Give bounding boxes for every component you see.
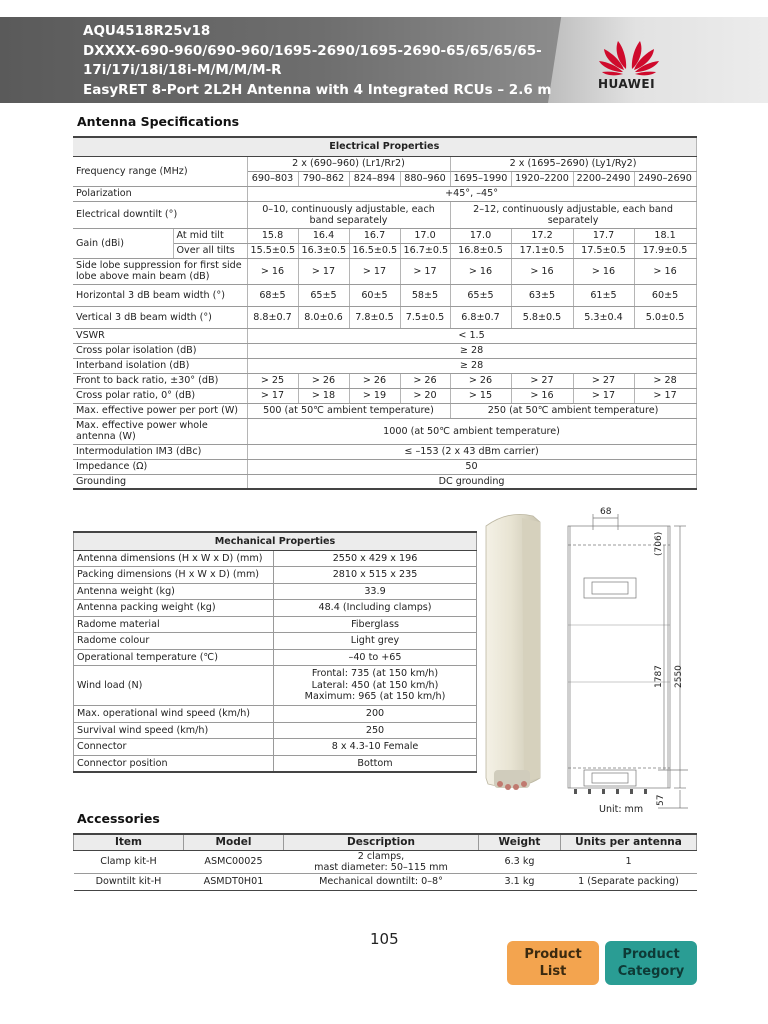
product-code-line1: DXXXX-690-960/690-960/1695-2690/1695-2690-65/65/65/65- [83,42,542,59]
mech-label: Antenna packing weight (kg) [74,600,274,617]
sidelobe-cell: > 16 [573,258,634,284]
table-row [74,873,697,890]
acc-item: Downtilt kit-H [74,873,184,890]
acc-model: ASMDT0H01 [184,873,284,890]
im3-value: ≤ –153 (2 x 43 dBm carrier) [247,444,696,459]
max-power-port-high: 250 (at 50℃ ambient temperature) [450,403,696,418]
mech-label: Radome material [74,616,274,633]
electrical-properties-header: Electrical Properties [73,137,696,156]
col-model: Model [184,834,284,850]
ftb-cell: > 27 [511,373,573,388]
product-category-label-2: Category [617,964,685,979]
xpol-value: ≥ 28 [247,343,696,358]
vbw-label: Vertical 3 dB beam width (°) [73,306,247,328]
mech-label: Operational temperature (℃) [74,649,274,666]
accessories-table [73,833,697,891]
cpr-cell: > 19 [349,388,400,403]
wind-frontal: Frontal: 735 (at 150 km/h) [311,668,439,680]
product-list-label-2: List [539,964,567,979]
band-cell: 824–894 [349,171,400,186]
downtilt-label: Electrical downtilt (°) [73,201,247,228]
mech-label: Survival wind speed (km/h) [74,722,274,739]
vswr-label: VSWR [73,328,247,343]
col-weight: Weight [479,834,561,850]
mech-value: Fiberglass [274,616,477,633]
gain-all-cell: 15.5±0.5 [247,243,298,258]
gain-mid-cell: 17.0 [450,228,511,243]
product-category-label-1: Product [622,947,680,962]
acc-weight: 3.1 kg [479,873,561,890]
mechanical-properties-header: Mechanical Properties [74,532,477,550]
vswr-value: < 1.5 [247,328,696,343]
wind-maximum: Maximum: 965 (at 150 km/h) [304,691,446,703]
downtilt-high-value: 2–12, continuously adjustable, each band separately [450,201,696,228]
band-cell: 2490–2690 [634,171,696,186]
wind-load-label: Wind load (N) [74,666,274,706]
gain-mid-cell: 17.2 [511,228,573,243]
band-cell: 690–803 [247,171,298,186]
antenna-product-image [478,508,548,798]
sidelobe-label: Side lobe suppression for first side lobe above main beam (dB) [73,258,247,284]
gain-mid-cell: 17.0 [400,228,450,243]
mech-value: 250 [274,722,477,739]
gain-all-cell: 16.5±0.5 [349,243,400,258]
sidelobe-cell: > 16 [450,258,511,284]
ftb-label: Front to back ratio, ±30° (dB) [73,373,247,388]
acc-model: ASMC00025 [184,850,284,873]
acc-desc-line: mast diameter: 50–115 mm [314,861,448,873]
unit-label: Unit: mm [599,804,644,815]
cpr-cell: > 17 [634,388,696,403]
cpr-cell: > 15 [450,388,511,403]
dim-1787: 1787 [654,665,664,688]
vbw-cell: 8.0±0.6 [298,306,349,328]
impedance-label: Impedance (Ω) [73,459,247,474]
hbw-cell: 58±5 [400,284,450,306]
wind-lateral: Lateral: 450 (at 150 km/h) [311,679,439,691]
gain-all-cell: 17.5±0.5 [573,243,634,258]
ftb-cell: > 26 [400,373,450,388]
xpol-label: Cross polar isolation (dB) [73,343,247,358]
table-row [74,850,697,873]
band-cell: 2200–2490 [573,171,634,186]
electrical-properties-table [73,136,697,490]
vbw-cell: 6.8±0.7 [450,306,511,328]
col-item: Item [74,834,184,850]
band-cell: 790–862 [298,171,349,186]
band-cell: 1920–2200 [511,171,573,186]
band-cell: 880–960 [400,171,450,186]
cpr-cell: > 17 [247,388,298,403]
hbw-label: Horizontal 3 dB beam width (°) [73,284,247,306]
acc-desc-line: 2 clamps, [357,850,405,862]
gain-mid-cell: 16.4 [298,228,349,243]
dim-57: 57 [656,794,666,806]
sidelobe-cell: > 17 [349,258,400,284]
low-band-group: 2 x (690–960) (Lr1/Rr2) [247,156,450,171]
hbw-cell: 60±5 [349,284,400,306]
mech-value: 48.4 (Including clamps) [274,600,477,617]
hbw-cell: 65±5 [450,284,511,306]
gain-label: Gain (dBi) [73,228,173,258]
mech-label: Antenna weight (kg) [74,583,274,600]
antenna-specs-title: Antenna Specifications [77,114,240,129]
grounding-label: Grounding [73,474,247,489]
mech-value: 2810 x 515 x 235 [274,567,477,584]
max-power-whole-value: 1000 (at 50℃ ambient temperature) [247,418,696,444]
frequency-label: Frequency range (MHz) [73,156,247,186]
gain-all-label: Over all tilts [173,243,247,258]
mech-label: Max. operational wind speed (km/h) [74,706,274,723]
polarization-value: +45°, –45° [247,186,696,201]
high-band-group: 2 x (1695–2690) (Ly1/Ry2) [450,156,696,171]
interband-label: Interband isolation (dB) [73,358,247,373]
gain-mid-cell: 16.7 [349,228,400,243]
mech-value: 200 [274,706,477,723]
cpr-cell: > 20 [400,388,450,403]
cpr-cell: > 16 [511,388,573,403]
mech-label: Connector position [74,755,274,772]
interband-value: ≥ 28 [247,358,696,373]
mech-value: Bottom [274,755,477,772]
max-power-port-label: Max. effective power per port (W) [73,403,247,418]
acc-description [284,850,479,873]
vbw-cell: 7.8±0.5 [349,306,400,328]
acc-weight: 6.3 kg [479,850,561,873]
cpr-cell: > 18 [298,388,349,403]
sidelobe-cell: > 16 [634,258,696,284]
sidelobe-cell: > 16 [511,258,573,284]
mech-value: 33.9 [274,583,477,600]
acc-units: 1 (Separate packing) [561,873,697,890]
ftb-cell: > 25 [247,373,298,388]
product-list-label-1: Product [524,947,582,962]
mech-label: Connector [74,739,274,756]
hbw-cell: 61±5 [573,284,634,306]
polarization-label: Polarization [73,186,247,201]
sidelobe-cell: > 17 [400,258,450,284]
hbw-cell: 68±5 [247,284,298,306]
band-cell: 1695–1990 [450,171,511,186]
mech-value: 2550 x 429 x 196 [274,550,477,567]
brand-name: HUAWEI [598,77,656,91]
gain-all-cell: 16.8±0.5 [450,243,511,258]
dim-706: (706) [654,531,664,556]
wind-load-value [274,666,477,706]
gain-mid-cell: 18.1 [634,228,696,243]
gain-all-cell: 17.9±0.5 [634,243,696,258]
vbw-cell: 8.8±0.7 [247,306,298,328]
col-units: Units per antenna [561,834,697,850]
product-list-button[interactable] [507,941,599,985]
document-header [0,17,768,103]
product-category-button[interactable] [605,941,697,985]
dim-width: 68 [600,507,612,517]
ftb-cell: > 28 [634,373,696,388]
accessories-title: Accessories [77,811,160,826]
vbw-cell: 5.8±0.5 [511,306,573,328]
im3-label: Intermodulation IM3 (dBc) [73,444,247,459]
downtilt-low-value: 0–10, continuously adjustable, each band separately [247,201,450,228]
acc-units: 1 [561,850,697,873]
gain-mid-cell: 15.8 [247,228,298,243]
mech-label: Radome colour [74,633,274,650]
vbw-cell: 7.5±0.5 [400,306,450,328]
gain-mid-label: At mid tilt [173,228,247,243]
max-power-port-low: 500 (at 50℃ ambient temperature) [247,403,450,418]
grounding-value: DC grounding [247,474,696,489]
ftb-cell: > 26 [450,373,511,388]
gain-all-cell: 17.1±0.5 [511,243,573,258]
mech-value: Light grey [274,633,477,650]
product-code-line2: 17i/17i/18i/18i-M/M/M/M-R [83,62,282,78]
vbw-cell: 5.3±0.4 [573,306,634,328]
hbw-cell: 60±5 [634,284,696,306]
acc-description: Mechanical downtilt: 0–8° [284,873,479,890]
dim-2550: 2550 [674,665,684,688]
sidelobe-cell: > 17 [298,258,349,284]
product-description: EasyRET 8-Port 2L2H Antenna with 4 Integrated RCUs – 2.6 m [83,81,552,98]
impedance-value: 50 [247,459,696,474]
page-number: 105 [370,930,399,948]
hbw-cell: 63±5 [511,284,573,306]
max-power-whole-label: Max. effective power whole antenna (W) [73,418,247,444]
product-title [83,22,563,100]
ftb-cell: > 26 [349,373,400,388]
dimension-drawing [548,500,698,810]
gain-all-cell: 16.3±0.5 [298,243,349,258]
col-description: Description [284,834,479,850]
gain-all-cell: 16.7±0.5 [400,243,450,258]
ftb-cell: > 26 [298,373,349,388]
acc-item: Clamp kit-H [74,850,184,873]
mech-value: –40 to +65 [274,649,477,666]
cpr-label: Cross polar ratio, 0° (dB) [73,388,247,403]
hbw-cell: 65±5 [298,284,349,306]
mechanical-properties-table [73,531,477,773]
gain-mid-cell: 17.7 [573,228,634,243]
vbw-cell: 5.0±0.5 [634,306,696,328]
product-model: AQU4518R25v18 [83,23,211,39]
sidelobe-cell: > 16 [247,258,298,284]
mech-label: Packing dimensions (H x W x D) (mm) [74,567,274,584]
mech-label: Antenna dimensions (H x W x D) (mm) [74,550,274,567]
cpr-cell: > 17 [573,388,634,403]
ftb-cell: > 27 [573,373,634,388]
mech-value: 8 x 4.3-10 Female [274,739,477,756]
